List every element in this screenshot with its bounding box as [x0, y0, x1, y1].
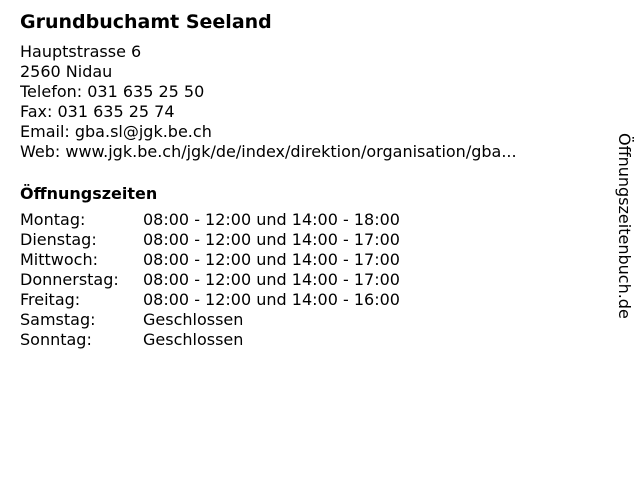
hours-row-thursday [20, 270, 600, 290]
hours-row-friday [20, 290, 600, 310]
hours-day: Sonntag: [20, 330, 92, 349]
hours-day: Dienstag: [20, 230, 97, 249]
hours-heading: Öffnungszeiten [20, 184, 158, 203]
address-street: Hauptstrasse 6 [20, 42, 142, 61]
hours-row-tuesday [20, 230, 600, 250]
hours-list [20, 210, 600, 350]
hours-row-wednesday [20, 250, 600, 270]
address-phone: Telefon: 031 635 25 50 [20, 82, 205, 101]
hours-time: Geschlossen [143, 330, 244, 349]
hours-time: 08:00 - 12:00 und 14:00 - 17:00 [143, 270, 400, 289]
hours-day: Donnerstag: [20, 270, 119, 289]
hours-day: Samstag: [20, 310, 96, 329]
address-web: Web: www.jgk.be.ch/jgk/de/index/direktion/organisation/gba... [20, 142, 517, 161]
office-title: Grundbuchamt Seeland [20, 11, 272, 33]
hours-row-monday [20, 210, 600, 230]
office-card [20, 10, 600, 350]
hours-day: Montag: [20, 210, 86, 229]
hours-row-sunday [20, 330, 600, 350]
site-brand-watermark: Öffnungszeitenbuch.de [615, 133, 634, 319]
hours-day: Freitag: [20, 290, 81, 309]
hours-row-saturday [20, 310, 600, 330]
hours-time: 08:00 - 12:00 und 14:00 - 17:00 [143, 230, 400, 249]
hours-time: 08:00 - 12:00 und 14:00 - 16:00 [143, 290, 400, 309]
hours-time: 08:00 - 12:00 und 14:00 - 17:00 [143, 250, 400, 269]
address-city: 2560 Nidau [20, 62, 113, 81]
address-fax: Fax: 031 635 25 74 [20, 102, 175, 121]
address-block [20, 42, 600, 162]
hours-time: 08:00 - 12:00 und 14:00 - 18:00 [143, 210, 400, 229]
hours-day: Mittwoch: [20, 250, 98, 269]
address-email: Email: gba.sl@jgk.be.ch [20, 122, 212, 141]
hours-time: Geschlossen [143, 310, 244, 329]
